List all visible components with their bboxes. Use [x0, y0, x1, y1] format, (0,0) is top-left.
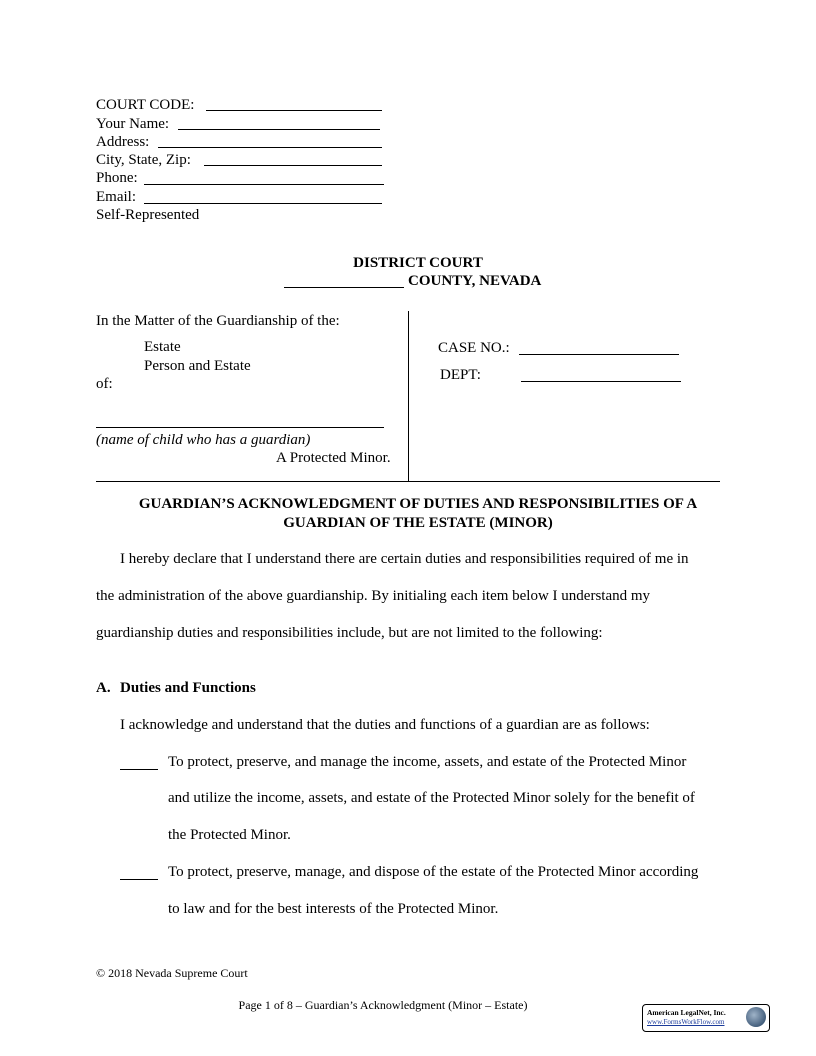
matter-label: In the Matter of the Guardianship of the:	[96, 313, 340, 329]
court-code-label: COURT CODE:	[96, 97, 195, 113]
email-label: Email:	[96, 189, 136, 205]
self-represented-label: Self-Represented	[96, 207, 200, 223]
address-field[interactable]	[158, 147, 382, 148]
email-field[interactable]	[144, 203, 382, 204]
item1-line-3: the Protected Minor.	[168, 827, 291, 843]
caption-bottom-rule	[96, 481, 720, 482]
intro-line-1: I hereby declare that I understand there are certain duties and responsibilities required of me in	[120, 551, 689, 567]
globe-icon	[746, 1007, 766, 1027]
item1-line-1: To protect, preserve, and manage the income, assets, and estate of the Protected Minor	[168, 754, 687, 770]
option-estate[interactable]: Estate	[144, 339, 181, 355]
item1-line-2: and utilize the income, assets, and estate of the Protected Minor solely for the benefit of	[168, 790, 695, 806]
court-name: DISTRICT COURT	[353, 255, 483, 271]
city-field[interactable]	[204, 165, 382, 166]
section-a-label: A.	[96, 680, 111, 696]
logo-company-name: American LegalNet, Inc.	[647, 1008, 726, 1017]
dept-label: DEPT:	[440, 367, 481, 383]
your-name-label: Your Name:	[96, 116, 170, 132]
section-a-heading: Duties and Functions	[120, 680, 256, 696]
item2-line-1: To protect, preserve, manage, and dispose of the estate of the Protected Minor according	[168, 864, 699, 880]
court-code-field[interactable]	[206, 110, 382, 111]
protected-minor-label: A Protected Minor.	[276, 450, 391, 466]
city-label: City, State, Zip:	[96, 152, 191, 168]
doc-title-line2: GUARDIAN OF THE ESTATE (MINOR)	[283, 515, 553, 531]
initial-field-1[interactable]	[120, 757, 158, 770]
option-person-and-estate[interactable]: Person and Estate	[144, 358, 251, 374]
intro-line-2: the administration of the above guardianship. By initialing each item below I understand my	[96, 588, 651, 604]
county-field[interactable]	[284, 287, 404, 288]
county-label: COUNTY, NEVADA	[408, 273, 542, 289]
case-no-field[interactable]	[519, 354, 679, 355]
child-name-note: (name of child who has a guardian)	[96, 432, 311, 448]
phone-field[interactable]	[144, 184, 384, 185]
publisher-logo	[642, 1004, 770, 1032]
page-footer: Page 1 of 8 – Guardian’s Acknowledgment (Minor – Estate)	[238, 998, 528, 1012]
of-label: of:	[96, 376, 113, 392]
case-no-label: CASE NO.:	[438, 340, 510, 356]
your-name-field[interactable]	[178, 129, 380, 130]
intro-line-3: guardianship duties and responsibilities include, but are not limited to the following:	[96, 625, 603, 641]
phone-label: Phone:	[96, 170, 138, 186]
caption-divider	[408, 311, 409, 482]
logo-url[interactable]: www.FormsWorkFlow.com	[647, 1018, 725, 1026]
doc-title-line1: GUARDIAN’S ACKNOWLEDGMENT OF DUTIES AND RESPONSIBILITIES OF A	[138, 496, 698, 512]
copyright: © 2018 Nevada Supreme Court	[96, 966, 248, 980]
address-label: Address:	[96, 134, 150, 150]
dept-field[interactable]	[521, 381, 681, 382]
section-a-lead: I acknowledge and understand that the duties and functions of a guardian are as follows:	[120, 717, 650, 733]
item2-line-2: to law and for the best interests of the Protected Minor.	[168, 901, 499, 917]
initial-field-2[interactable]	[120, 867, 158, 880]
child-name-field[interactable]	[96, 427, 384, 428]
